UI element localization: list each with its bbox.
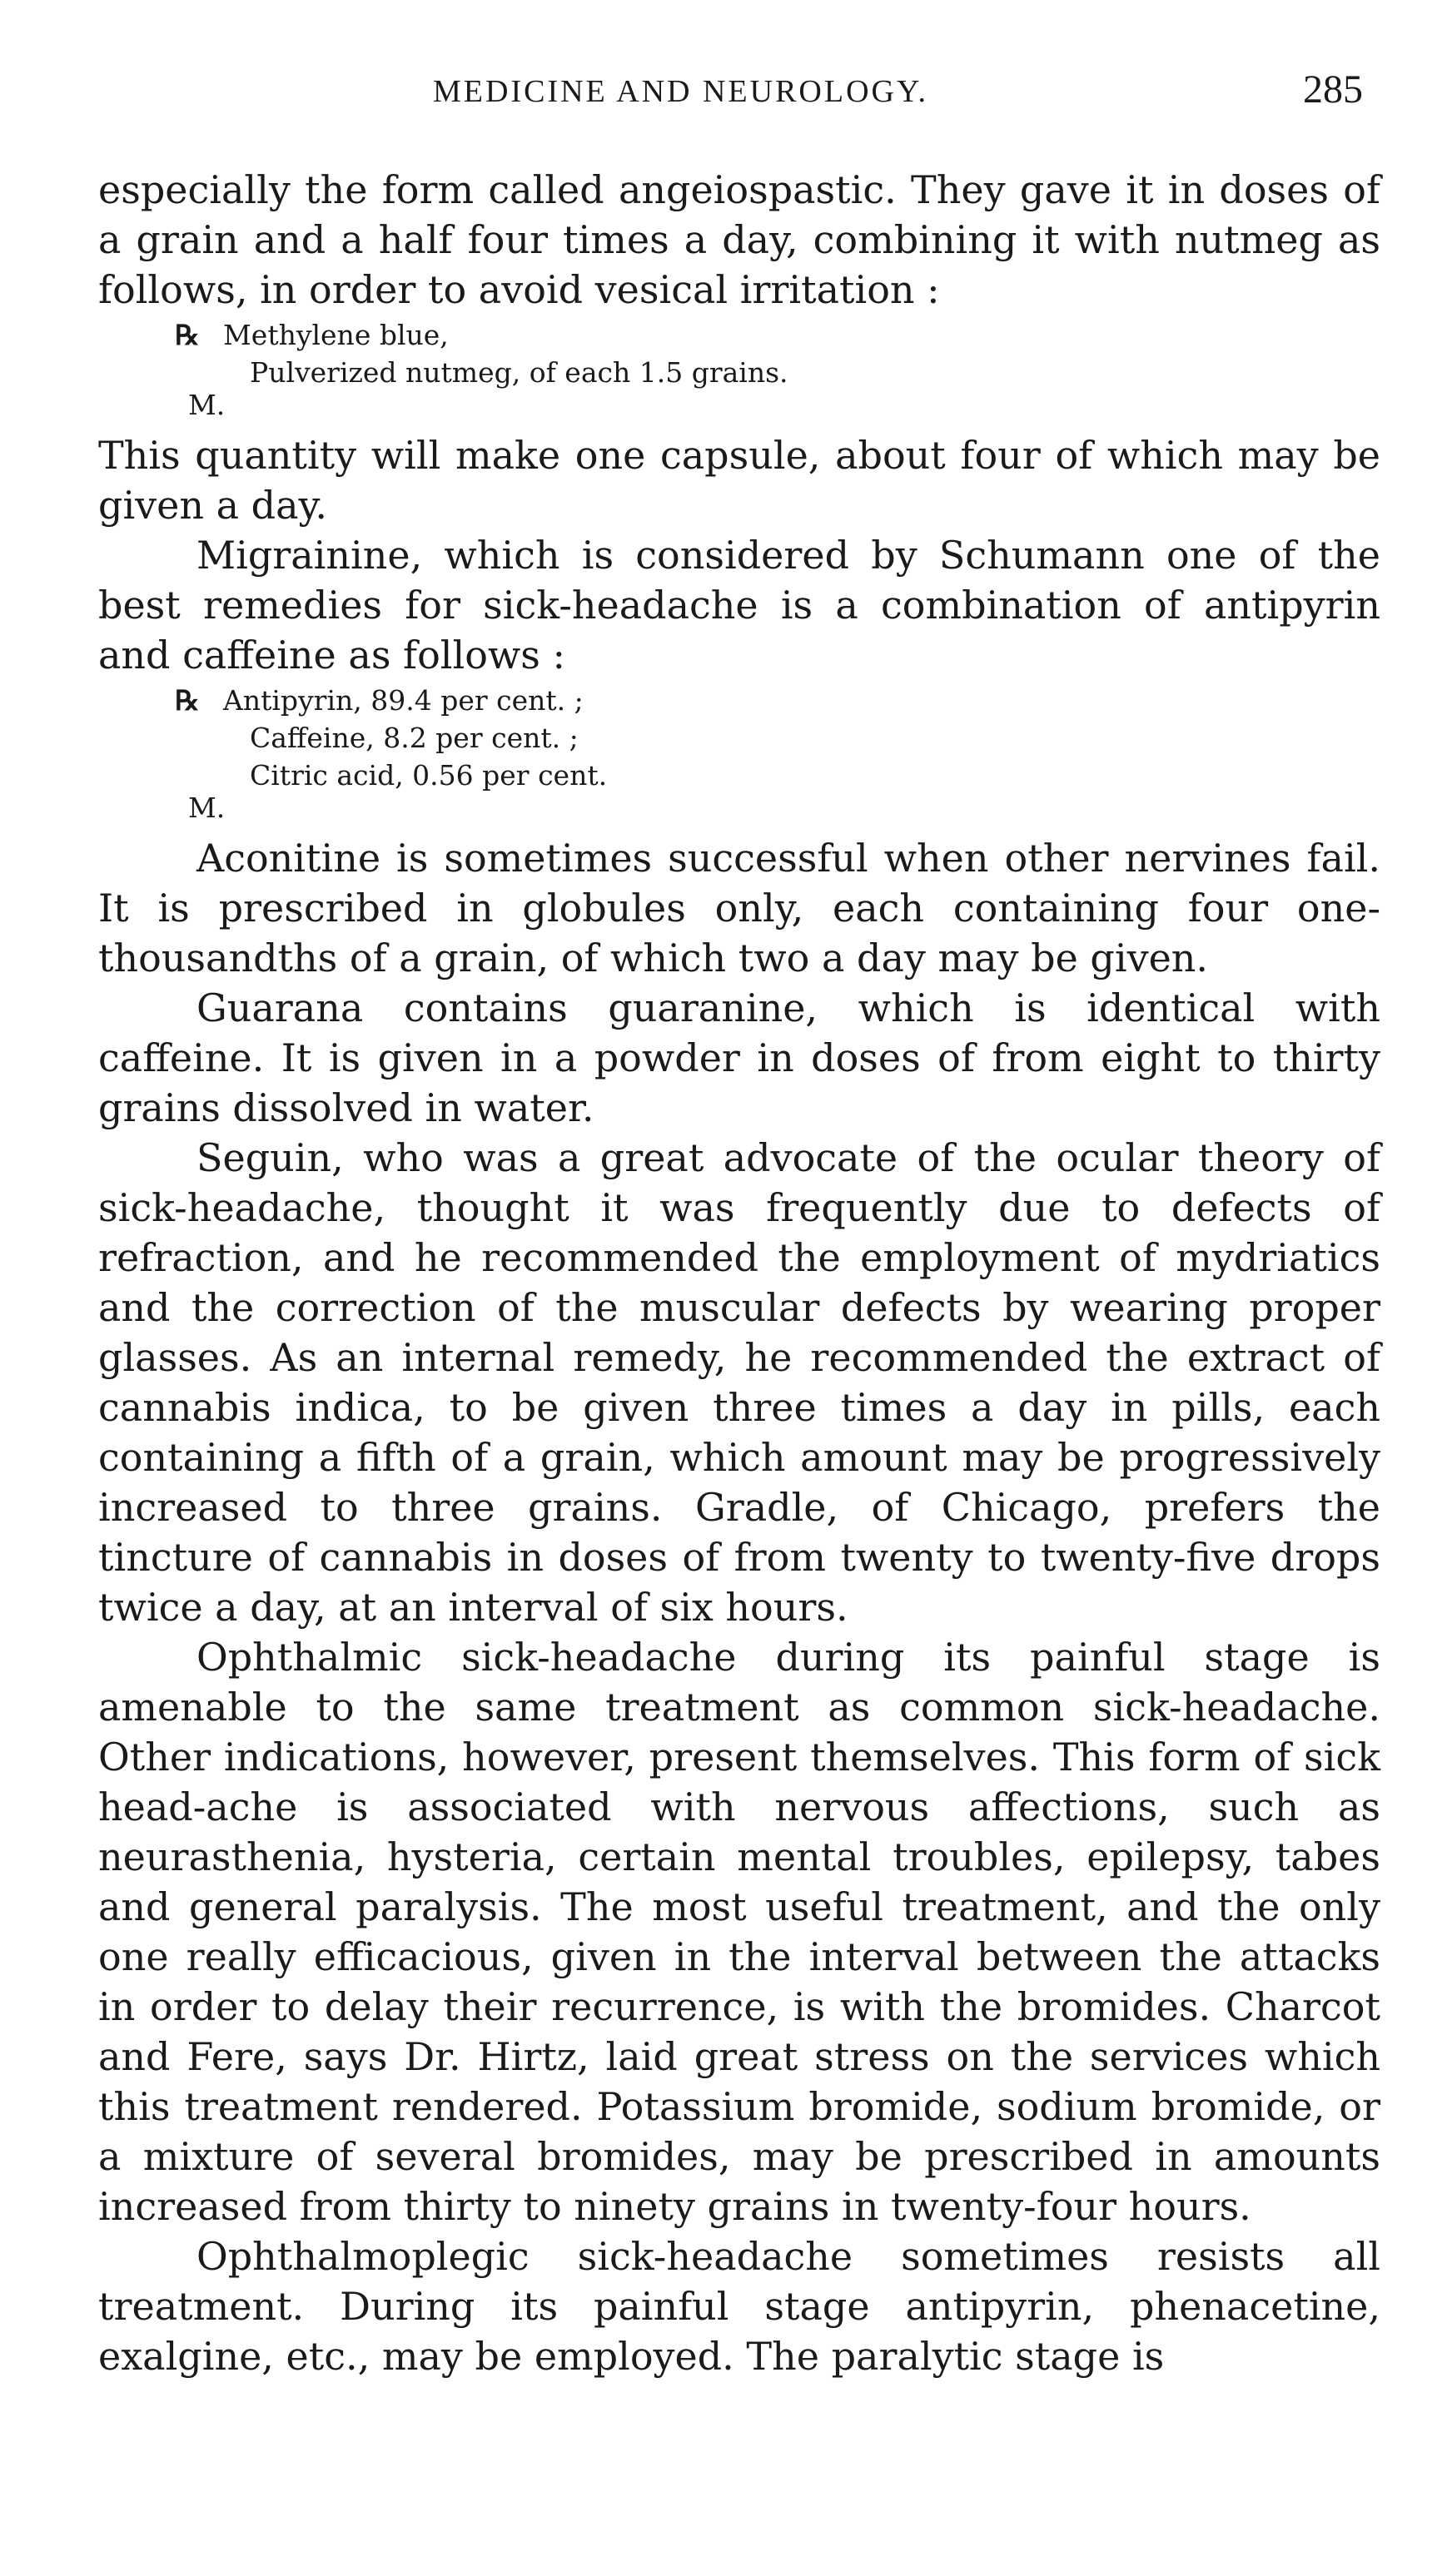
paragraph: This quantity will make one capsule, about four of which may be given a day. xyxy=(98,433,1380,528)
prescription-methylene-blue xyxy=(175,316,1380,424)
misce-abbreviation: M. xyxy=(188,792,226,824)
prescription-line: Caffeine, 8.2 per cent. ; xyxy=(250,722,579,754)
prescription-line: Antipyrin, 89.4 per cent. ; xyxy=(223,684,584,717)
prescription-line: Pulverized nutmeg, of each 1.5 grains. xyxy=(250,356,788,389)
paragraph: especially the form called angeiospastic. They gave it in doses of a grain and a half four times a day, combining it with nutmeg as follows, in order to avoid vesical irritation : xyxy=(98,167,1380,312)
body-text xyxy=(98,165,1380,2381)
prescription-migrainine xyxy=(175,682,1380,826)
paragraph: Seguin, who was a great advocate of the ocular theory of sick-headache, thought it was frequently due to defects of refraction, and he recommended the employment of mydriatics and the correction of the muscular defects by wearing proper glasses. As an internal remedy, he recommended the extract of cannabis indica, to be given three times a day in pills, each containing a fifth of a grain, which amount may be progressively increased to three grains. Gradle, of Chicago, prefers the tincture of cannabis in doses of from twenty to twenty-five drops twice a day, at an interval of six hours. xyxy=(98,1135,1380,1630)
paragraph: Migrainine, which is considered by Schumann one of the best remedies for sick-headache is a combination of antipyrin and caffeine as follows : xyxy=(98,533,1380,678)
paragraph: Ophthalmic sick-headache during its painful stage is amenable to the same treatment as common sick-headache. Other indications, however, present themselves. This form of sick head-ache is associated with nervous affections, such as neurasthenia, hysteria, certain mental troubles, epilepsy, tabes and general paralysis. The most useful treatment, and the only one really efficacious, given in the interval between the attacks in order to delay their recurrence, is with the bromides. Charcot and Fere, says Dr. Hirtz, laid great stress on the services which this treatment rendered. Potassium bromide, sodium bromide, or a mixture of several bromides, may be prescribed in amounts increased from thirty to ninety grains in twenty-four hours. xyxy=(98,1635,1380,2229)
recipe-symbol: ℞ xyxy=(175,684,200,717)
paragraph: Aconitine is sometimes successful when other nervines fail. It is prescribed in globules only, each containing four one-thousandths of a grain, of which two a day may be given. xyxy=(98,836,1380,980)
prescription-line: Methylene blue, xyxy=(223,319,449,351)
running-title: MEDICINE AND NEUROLOGY. xyxy=(433,74,929,109)
paragraph: Ophthalmoplegic sick-headache sometimes resists all treatment. During its painful stage antipyrin, phenacetine, exalgine, etc., may be employed. The paralytic stage is xyxy=(98,2234,1380,2379)
recipe-symbol: ℞ xyxy=(175,319,200,351)
paragraph: Guarana contains guaranine, which is identical with caffeine. It is given in a powder in doses of from eight to thirty grains dissolved in water. xyxy=(98,985,1380,1130)
misce-abbreviation: M. xyxy=(188,389,226,421)
page-number: 285 xyxy=(1303,67,1363,112)
prescription-line: Citric acid, 0.56 per cent. xyxy=(250,759,608,792)
page-header xyxy=(0,67,1452,132)
